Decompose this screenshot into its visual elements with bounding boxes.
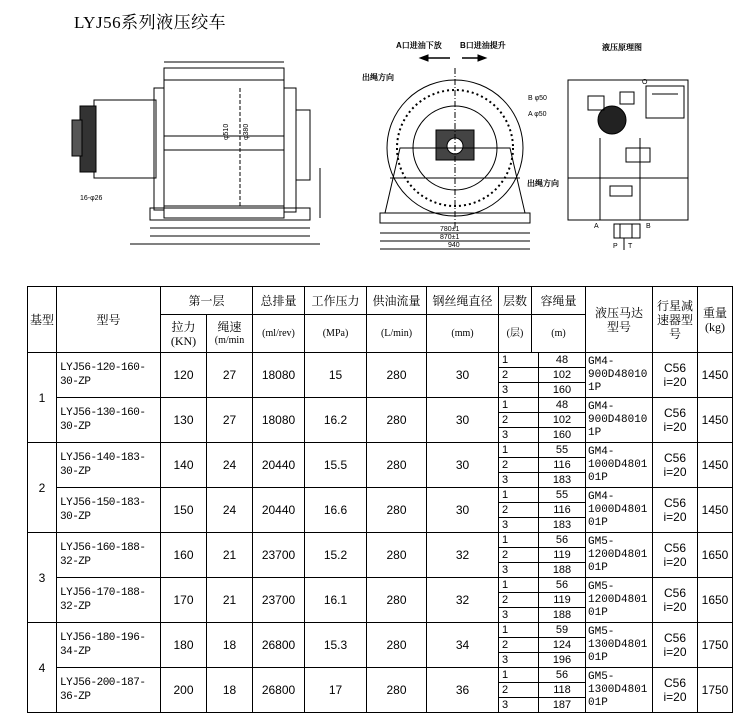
pressure-cell: 15.5: [305, 443, 367, 488]
header-motor-line2: 型号: [606, 319, 631, 334]
layer-capacity: 56: [539, 668, 586, 683]
model-cell: LYJ56-150-183-30-ZP: [57, 488, 161, 533]
layers-capacity-subtable: [499, 353, 585, 397]
motor-line: 1300D4801: [588, 683, 648, 696]
layer-capacity: 118: [539, 683, 586, 698]
dim-core-dia: φ380: [243, 123, 250, 140]
reducer-line: C56: [663, 586, 686, 600]
pull-cell: 120: [161, 353, 207, 398]
layer-number: 1: [499, 398, 539, 413]
pull-cell: 170: [161, 578, 207, 623]
displacement-cell: 18080: [253, 353, 305, 398]
layer-number: 2: [499, 638, 539, 653]
layer-row: [499, 368, 585, 383]
header-flow: 供油流量: [367, 287, 427, 315]
front-view-drawing: [380, 55, 530, 249]
rope-dia-cell: 30: [427, 488, 499, 533]
motor-line: GM5-: [588, 625, 615, 638]
header-weight-line2: (kg): [705, 319, 725, 334]
layer-capacity: 116: [539, 503, 586, 518]
table-row: [28, 353, 733, 398]
motor-line: 1200D4801: [588, 548, 648, 561]
motor-line: 900D48010: [588, 413, 648, 426]
layer-capacity: 55: [539, 488, 586, 503]
reducer-line: C56: [663, 451, 686, 465]
speed-cell: 24: [207, 443, 253, 488]
model-cell: LYJ56-180-196-34-ZP: [57, 623, 161, 668]
spec-table: [27, 286, 733, 713]
base-cell: 2: [28, 443, 57, 533]
dim-940: 940: [448, 242, 460, 249]
layer-capacity: 56: [539, 533, 586, 548]
layer-number: 1: [499, 353, 539, 368]
layer-row: [499, 608, 585, 623]
motor-line: 1200D4801: [588, 593, 648, 606]
label-b-port: B口进油提升: [460, 41, 506, 50]
layer-number: 2: [499, 548, 539, 563]
layer-number: 1: [499, 578, 539, 593]
table-row: [28, 533, 733, 578]
motor-line: 01P: [588, 561, 608, 574]
motor-line: 1P: [588, 426, 602, 439]
layer-row: [499, 353, 585, 368]
flow-cell: 280: [367, 398, 427, 443]
layer-number: 3: [499, 473, 539, 488]
layer-number: 3: [499, 518, 539, 533]
motor-line: GM5-: [588, 580, 615, 593]
weight-cell: 1450: [698, 398, 733, 443]
motor-cell: [586, 443, 653, 488]
flow-cell: 280: [367, 533, 427, 578]
layer-capacity: 59: [539, 623, 586, 638]
table-row: [28, 398, 733, 443]
base-cell: 4: [28, 623, 57, 713]
reducer-line: i=20: [663, 465, 687, 479]
base-cell: 1: [28, 353, 57, 443]
technical-drawings: [0, 28, 752, 280]
header-capacity-unit: (m): [532, 315, 586, 353]
pressure-cell: 16.2: [305, 398, 367, 443]
reducer-cell: [653, 488, 698, 533]
motor-cell: [586, 353, 653, 398]
motor-line: 01P: [588, 516, 608, 529]
model-cell: LYJ56-200-187-36-ZP: [57, 668, 161, 713]
weight-cell: 1650: [698, 533, 733, 578]
header-displacement-unit: (ml/rev): [253, 315, 305, 353]
pull-cell: 150: [161, 488, 207, 533]
layer-number: 2: [499, 593, 539, 608]
motor-line: 01P: [588, 606, 608, 619]
layer-row: [499, 548, 585, 563]
layers-capacity-cell: [499, 443, 586, 488]
layer-number: 1: [499, 668, 539, 683]
reducer-line: C56: [663, 541, 686, 555]
reducer-line: i=20: [663, 690, 687, 704]
layer-row: [499, 698, 585, 713]
layer-capacity: 188: [552, 608, 572, 621]
pressure-cell: 17: [305, 668, 367, 713]
layer-row: [499, 563, 585, 578]
rope-dia-cell: 32: [427, 578, 499, 623]
speed-cell: 21: [207, 533, 253, 578]
model-cell: LYJ56-140-183-30-ZP: [57, 443, 161, 488]
model-cell: LYJ56-170-188-32-ZP: [57, 578, 161, 623]
hyd-port-b: B: [646, 223, 651, 230]
layers-capacity-cell: [499, 488, 586, 533]
reducer-cell: [653, 398, 698, 443]
layer-row: [499, 443, 585, 458]
layer-capacity: 55: [539, 443, 586, 458]
layer-number: 3: [499, 653, 539, 668]
reducer-line: C56: [663, 631, 686, 645]
speed-cell: 18: [207, 668, 253, 713]
pull-cell: 140: [161, 443, 207, 488]
header-rope-dia-unit: (mm): [427, 315, 499, 353]
header-speed-line1: 绳速: [217, 319, 242, 334]
reducer-line: C56: [663, 496, 686, 510]
layers-capacity-subtable: [499, 623, 585, 667]
layer-capacity: 187: [552, 698, 572, 711]
displacement-cell: 23700: [253, 578, 305, 623]
layer-row: [499, 668, 585, 683]
motor-line: 01P: [588, 651, 608, 664]
table-row: [28, 578, 733, 623]
reducer-cell: [653, 533, 698, 578]
layer-row: [499, 383, 585, 398]
pressure-cell: 16.6: [305, 488, 367, 533]
layer-capacity: 124: [539, 638, 586, 653]
model-cell: LYJ56-120-160-30-ZP: [57, 353, 161, 398]
label-a-port: A口进油下放: [396, 41, 442, 50]
header-pressure-unit: (MPa): [305, 315, 367, 353]
reducer-line: i=20: [663, 510, 687, 524]
layers-capacity-subtable: [499, 533, 585, 577]
side-view-drawing: [72, 62, 320, 244]
motor-line: 1300D4801: [588, 638, 648, 651]
motor-cell: [586, 623, 653, 668]
reducer-cell: [653, 623, 698, 668]
dim-drum-dia: φ510: [223, 123, 230, 140]
layer-number: 3: [499, 383, 539, 398]
weight-cell: 1450: [698, 443, 733, 488]
pressure-cell: 16.1: [305, 578, 367, 623]
table-row: [28, 488, 733, 533]
layer-row: [499, 503, 585, 518]
hyd-port-t: T: [628, 243, 633, 250]
pull-cell: 130: [161, 398, 207, 443]
header-weight: [698, 287, 733, 353]
reducer-cell: [653, 668, 698, 713]
motor-line: 900D48010: [588, 368, 648, 381]
weight-cell: 1650: [698, 578, 733, 623]
layer-number: 1: [499, 533, 539, 548]
rope-dia-cell: 34: [427, 623, 499, 668]
flow-cell: 280: [367, 443, 427, 488]
header-motor: [586, 287, 653, 353]
base-cell: 3: [28, 533, 57, 623]
header-pull: 拉力(KN): [161, 315, 207, 353]
reducer-line: i=20: [663, 420, 687, 434]
layer-number: 3: [499, 428, 539, 443]
dim-b-port: B φ50: [528, 95, 547, 102]
layer-number: 2: [499, 683, 539, 698]
displacement-cell: 18080: [253, 398, 305, 443]
motor-line: 1000D4801: [588, 458, 648, 471]
layer-row: [499, 398, 585, 413]
layer-number: 1: [499, 443, 539, 458]
layer-number: 3: [499, 698, 539, 713]
flow-cell: 280: [367, 488, 427, 533]
flow-cell: 280: [367, 353, 427, 398]
reducer-cell: [653, 578, 698, 623]
layer-capacity: 48: [539, 353, 586, 368]
layers-capacity-cell: [499, 623, 586, 668]
layer-row: [499, 428, 585, 443]
header-reducer-line3: 号: [668, 326, 681, 341]
layer-row: [499, 578, 585, 593]
layer-row: [499, 593, 585, 608]
header-capacity: 容绳量: [532, 287, 586, 315]
layer-capacity: 196: [552, 653, 572, 666]
motor-cell: [586, 488, 653, 533]
layers-capacity-subtable: [499, 668, 585, 712]
layer-number: 2: [499, 413, 539, 428]
dim-780: 780±1: [440, 226, 460, 233]
layer-number: 2: [499, 368, 539, 383]
reducer-line: i=20: [663, 645, 687, 659]
rope-dia-cell: 30: [427, 398, 499, 443]
layer-capacity: 160: [552, 428, 572, 441]
layer-capacity: 119: [539, 548, 586, 563]
header-motor-line1: 液压马达: [594, 305, 643, 320]
layers-capacity-cell: [499, 668, 586, 713]
header-pressure: 工作压力: [305, 287, 367, 315]
layer-number: 3: [499, 563, 539, 578]
weight-cell: 1750: [698, 623, 733, 668]
layer-capacity: 183: [552, 473, 572, 486]
layer-capacity: 160: [552, 383, 572, 396]
layer-number: 2: [499, 458, 539, 473]
speed-cell: 18: [207, 623, 253, 668]
header-reducer-line1: 行星减: [656, 298, 693, 313]
motor-cell: [586, 668, 653, 713]
layer-capacity: 183: [552, 518, 572, 531]
layers-capacity-subtable: [499, 398, 585, 442]
dim-a-port: A φ50: [528, 111, 547, 118]
layer-row: [499, 413, 585, 428]
pull-cell: 180: [161, 623, 207, 668]
table-row: [28, 668, 733, 713]
layer-number: 1: [499, 623, 539, 638]
model-cell: LYJ56-130-160-30-ZP: [57, 398, 161, 443]
layers-capacity-cell: [499, 353, 586, 398]
header-speed: [207, 315, 253, 353]
hydraulic-diagram: [568, 80, 688, 250]
hyd-port-a: A: [594, 223, 599, 230]
motor-line: 01P: [588, 471, 608, 484]
layer-capacity: 102: [539, 413, 586, 428]
weight-cell: 1450: [698, 488, 733, 533]
hyd-port-o: O: [642, 79, 648, 86]
pressure-cell: 15.2: [305, 533, 367, 578]
motor-line: GM4-: [588, 355, 615, 368]
layer-capacity: 48: [539, 398, 586, 413]
layers-capacity-cell: [499, 398, 586, 443]
motor-line: GM5-: [588, 535, 615, 548]
flow-cell: 280: [367, 668, 427, 713]
header-weight-line1: 重量: [702, 305, 727, 320]
rope-dia-cell: 30: [427, 353, 499, 398]
motor-cell: [586, 398, 653, 443]
layer-number: 2: [499, 503, 539, 518]
motor-line: GM4-: [588, 400, 615, 413]
header-layers: 层数: [499, 287, 532, 315]
header-base: 基型: [28, 287, 57, 353]
model-cell: LYJ56-160-188-32-ZP: [57, 533, 161, 578]
displacement-cell: 20440: [253, 443, 305, 488]
table-row: [28, 623, 733, 668]
motor-cell: [586, 533, 653, 578]
layers-capacity-subtable: [499, 578, 585, 622]
label-out-dir-side: 出绳方向: [527, 179, 559, 188]
reducer-cell: [653, 443, 698, 488]
motor-cell: [586, 578, 653, 623]
table-row: [28, 443, 733, 488]
rope-dia-cell: 36: [427, 668, 499, 713]
layer-capacity: 102: [539, 368, 586, 383]
weight-cell: 1450: [698, 353, 733, 398]
reducer-line: C56: [663, 676, 686, 690]
speed-cell: 27: [207, 398, 253, 443]
motor-line: 1P: [588, 381, 602, 394]
speed-cell: 21: [207, 578, 253, 623]
reducer-cell: [653, 353, 698, 398]
layer-row: [499, 518, 585, 533]
dim-870: 870±1: [440, 234, 460, 241]
layers-capacity-subtable: [499, 443, 585, 487]
label-hyd-diagram: 液压原理图: [602, 43, 642, 52]
layer-number: 3: [499, 608, 539, 623]
layer-row: [499, 533, 585, 548]
layers-capacity-subtable: [499, 488, 585, 532]
motor-line: GM4-: [588, 490, 615, 503]
weight-cell: 1750: [698, 668, 733, 713]
header-flow-unit: (L/min): [367, 315, 427, 353]
label-out-dir-top: 出绳方向: [362, 73, 394, 82]
pull-cell: 160: [161, 533, 207, 578]
flow-cell: 280: [367, 578, 427, 623]
layer-capacity: 116: [539, 458, 586, 473]
header-speed-line2: (m/min: [214, 334, 245, 346]
layer-row: [499, 458, 585, 473]
page-title: LYJ56系列液压绞车: [74, 13, 227, 32]
reducer-line: i=20: [663, 555, 687, 569]
speed-cell: 24: [207, 488, 253, 533]
hyd-port-p: P: [613, 243, 618, 250]
layer-capacity: 119: [539, 593, 586, 608]
reducer-line: C56: [663, 361, 686, 375]
rope-dia-cell: 32: [427, 533, 499, 578]
motor-line: 1000D4801: [588, 503, 648, 516]
layer-row: [499, 488, 585, 503]
header-layers-unit: (层): [499, 315, 532, 353]
reducer-line: i=20: [663, 600, 687, 614]
pressure-cell: 15: [305, 353, 367, 398]
dim-bolt-holes: 16-φ26: [80, 195, 103, 202]
motor-line: GM4-: [588, 445, 615, 458]
layer-capacity: 188: [552, 563, 572, 576]
layers-capacity-cell: [499, 578, 586, 623]
rope-dia-cell: 30: [427, 443, 499, 488]
displacement-cell: 26800: [253, 668, 305, 713]
header-displacement: 总排量: [253, 287, 305, 315]
header-first-layer: 第一层: [161, 287, 253, 315]
pull-cell: 200: [161, 668, 207, 713]
flow-cell: 280: [367, 623, 427, 668]
header-rope-dia: 钢丝绳直径: [427, 287, 499, 315]
pressure-cell: 15.3: [305, 623, 367, 668]
reducer-line: C56: [663, 406, 686, 420]
layer-row: [499, 683, 585, 698]
displacement-cell: 20440: [253, 488, 305, 533]
layer-number: 1: [499, 488, 539, 503]
displacement-cell: 26800: [253, 623, 305, 668]
layer-row: [499, 638, 585, 653]
layer-row: [499, 473, 585, 488]
layer-row: [499, 653, 585, 668]
speed-cell: 27: [207, 353, 253, 398]
motor-line: GM5-: [588, 670, 615, 683]
header-reducer: [653, 287, 698, 353]
spec-table-body: [28, 353, 733, 713]
reducer-line: i=20: [663, 375, 687, 389]
header-model: 型号: [57, 287, 161, 353]
layer-row: [499, 623, 585, 638]
header-reducer-line2: 速器型: [656, 312, 693, 327]
motor-line: 01P: [588, 696, 608, 709]
displacement-cell: 23700: [253, 533, 305, 578]
layer-capacity: 56: [539, 578, 586, 593]
layers-capacity-cell: [499, 533, 586, 578]
